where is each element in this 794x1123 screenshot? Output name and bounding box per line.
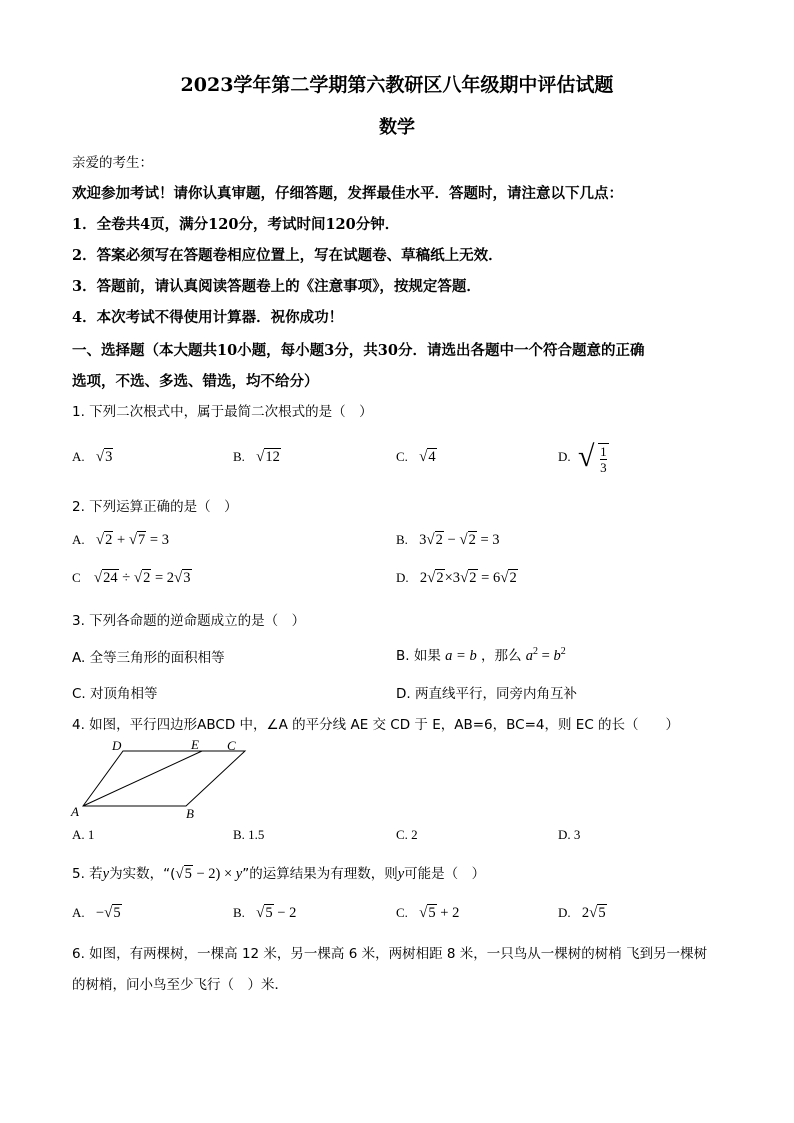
question-6-line2: 的树梢，问小鸟至少飞行（ ）米． [72,977,288,993]
greeting: 亲爱的考生： [72,155,153,171]
option-label: A. [72,449,85,464]
note-3: 3．答题前，请认真阅读答题卷上的《注意事项》，按规定答题． [72,278,481,295]
q3-option-b: B. 如果 a = b ，那么 $a^2 = b^2$ [396,646,566,664]
parallelogram-figure [66,735,256,825]
question-6-line1: 6. 如图，有两棵树，一棵高 12 米，另一棵高 6 米，两树相距 8 米，一只鸟从一棵树的树梢 飞到另一棵树 [72,946,708,962]
note-4: 4．本次考试不得使用计算器．祝你成功！ [72,309,344,326]
question-2-stem: 2. 下列运算正确的是（ ） [72,499,238,515]
q2-option-a: A. √2 + √7 = 3 [72,532,169,548]
subject-title: 数学 [379,117,415,138]
q1-option-d-label: D. [558,449,571,464]
section-heading-line1: 一、选择题（本大题共10小题，每小题3分，共30分．请选出各题中一个符合题意的正确 [72,342,645,359]
q4-option-c: C. 2 [396,827,418,842]
q2-option-d: D. 2√2×3√2 = 6√2 [396,570,517,586]
q4-option-b: B. 1.5 [233,827,265,842]
q3-option-c: C. 对顶角相等 [72,686,158,702]
exam-title: 2023学年第二学期第六教研区八年级期中评估试题 [180,74,614,96]
option-label: B. [233,449,245,464]
q5-option-b: B. √5 − 2 [233,905,297,921]
q1-option-a: A. √3 [72,449,113,465]
note-1: 1．全卷共4页，满分120分，考试时间120分钟． [72,216,400,233]
q3-option-d: D. 两直线平行，同旁内角互补 [396,686,577,702]
parallelogram-shape [83,751,245,806]
option-label: C. [396,449,408,464]
section-heading-line2: 选项，不选、多选、错选，均不给分） [72,373,319,390]
option-label: B. [396,532,408,547]
q4-option-d: D. 3 [558,827,581,842]
option-label: A. [72,905,85,920]
option-label: B. [233,905,245,920]
q1-option-b: B. √12 [233,449,280,465]
option-label: A. [72,532,85,547]
point-label-b: B [186,806,194,821]
question-4-stem: 4. 如图，平行四边形ABCD 中，∠A 的平分线 AE 交 CD 于 E，AB=6，BC=4，则 EC 的长（ ） [72,717,680,733]
q1-option-d-expression: √ $\frac{1}{3}$ [578,440,607,475]
point-label-a: A [71,804,79,819]
q2-option-b: B. 3√2 − √2 = 3 [396,532,500,548]
q5-option-c: C. √5 + 2 [396,905,460,921]
q2-option-c: C √24 ÷ √2 = 2√3 [72,570,191,586]
point-label-c: C [227,738,236,753]
question-5-stem: 5. 若y为实数，“(√5 − 2) × y”的运算结果为有理数，则y可能是（ ） [72,866,486,882]
welcome-text: 欢迎参加考试！请你认真审题，仔细答题，发挥最佳水平．答题时，请注意以下几点： [72,185,623,202]
question-3-stem: 3. 下列各命题的逆命题成立的是（ ） [72,613,306,629]
point-label-d: D [112,738,122,753]
point-label-e: E [191,737,199,752]
question-1-stem: 1. 下列二次根式中，属于最简二次根式的是（ ） [72,404,373,420]
q4-option-a: A. 1 [72,827,95,842]
q5-option-d: D. 2√5 [558,905,606,921]
q3-option-a: A. 全等三角形的面积相等 [72,650,225,666]
option-label: C. [396,905,408,920]
note-2: 2．答案必须写在答题卷相应位置上，写在试题卷、草稿纸上无效． [72,247,503,264]
radicand: 12 [265,449,280,465]
fraction-numerator: 1 [600,443,607,459]
radicand: 4 [428,449,436,465]
option-label: D. [558,905,571,920]
option-label: D. [396,570,409,585]
fraction-denominator: 3 [600,459,607,475]
option-label: C [72,570,81,585]
q5-option-a: A. −√5 [72,905,121,921]
radicand: 3 [105,449,113,465]
bisector-line-ae [83,751,202,806]
q1-option-c: C. √4 [396,449,436,465]
